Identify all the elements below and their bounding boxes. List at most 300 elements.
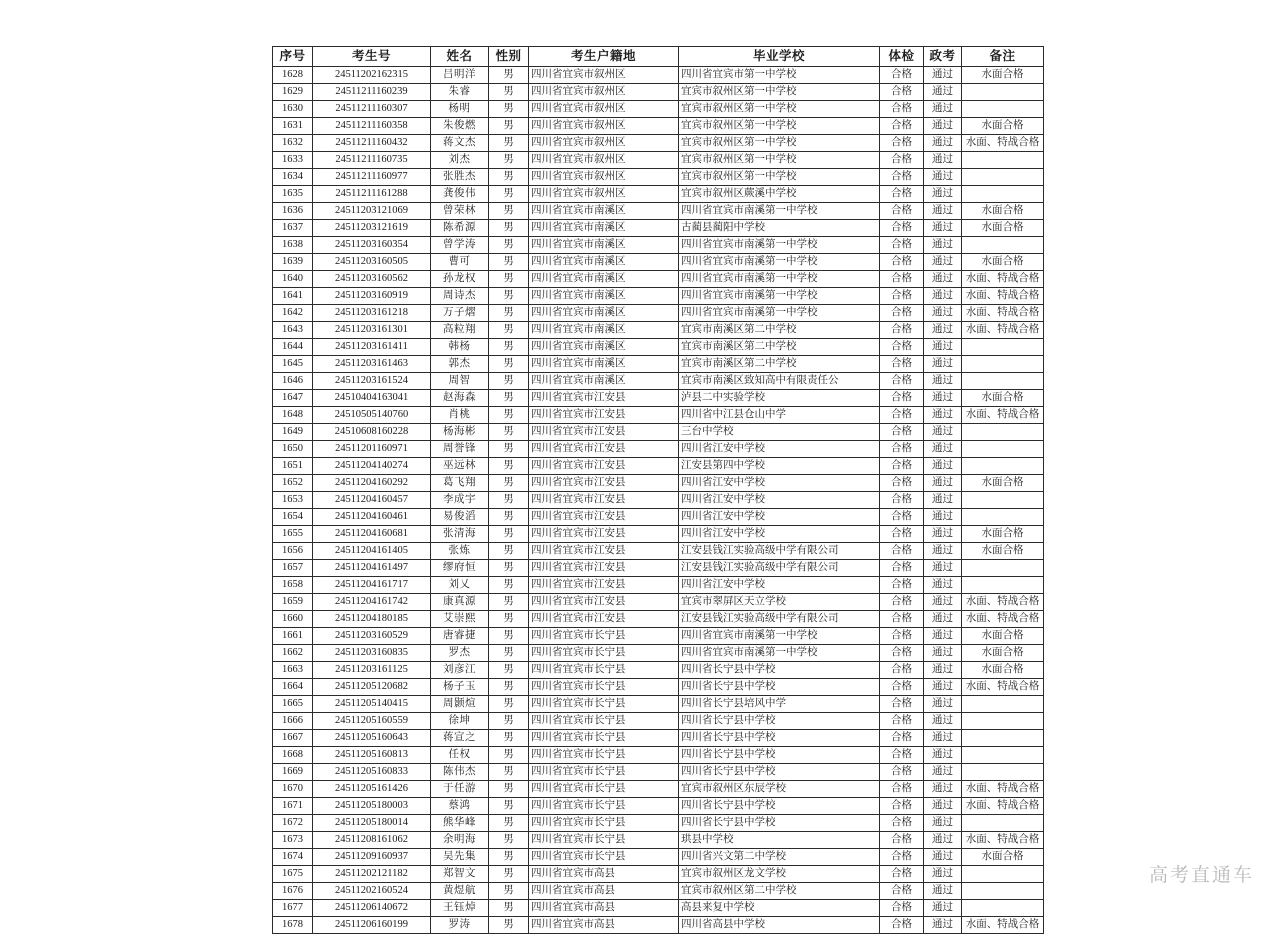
cell-name: 高粒翔 [431, 322, 489, 339]
cell-political-review: 通过 [924, 118, 962, 135]
table-row [273, 543, 1044, 560]
cell-sequence: 1644 [273, 339, 313, 356]
cell-sequence: 1640 [273, 271, 313, 288]
cell-household-origin: 四川省宜宾市江安县 [529, 424, 679, 441]
cell-remarks [962, 356, 1044, 373]
cell-name: 张清海 [431, 526, 489, 543]
cell-medical-exam: 合格 [880, 781, 924, 798]
cell-medical-exam: 合格 [880, 169, 924, 186]
cell-remarks: 水面合格 [962, 849, 1044, 866]
cell-political-review: 通过 [924, 305, 962, 322]
cell-name: 唐睿捷 [431, 628, 489, 645]
cell-name: 于任游 [431, 781, 489, 798]
cell-sequence: 1648 [273, 407, 313, 424]
cell-exam-number: 24511206140672 [313, 900, 431, 917]
cell-sequence: 1641 [273, 288, 313, 305]
cell-household-origin: 四川省宜宾市叙州区 [529, 135, 679, 152]
roster-table-container [272, 46, 1040, 934]
cell-political-review: 通过 [924, 730, 962, 747]
cell-exam-number: 24511205120682 [313, 679, 431, 696]
cell-remarks: 水面、特战合格 [962, 288, 1044, 305]
table-row [273, 390, 1044, 407]
cell-remarks: 水面合格 [962, 118, 1044, 135]
cell-gender: 男 [489, 322, 529, 339]
cell-exam-number: 24511209160937 [313, 849, 431, 866]
cell-sequence: 1657 [273, 560, 313, 577]
cell-household-origin: 四川省宜宾市长宁县 [529, 730, 679, 747]
cell-gender: 男 [489, 560, 529, 577]
table-row [273, 696, 1044, 713]
cell-sequence: 1636 [273, 203, 313, 220]
cell-remarks: 水面合格 [962, 543, 1044, 560]
cell-gender: 男 [489, 900, 529, 917]
cell-graduation-school: 四川省长宁县中学校 [679, 730, 880, 747]
table-row [273, 560, 1044, 577]
cell-name: 罗杰 [431, 645, 489, 662]
cell-medical-exam: 合格 [880, 254, 924, 271]
cell-gender: 男 [489, 713, 529, 730]
cell-name: 艾崇熙 [431, 611, 489, 628]
cell-name: 陈希源 [431, 220, 489, 237]
cell-graduation-school: 宜宾市叙州区第一中学校 [679, 135, 880, 152]
table-row [273, 475, 1044, 492]
cell-gender: 男 [489, 339, 529, 356]
cell-graduation-school: 四川省长宁县中学校 [679, 662, 880, 679]
cell-political-review: 通过 [924, 288, 962, 305]
table-row [273, 815, 1044, 832]
cell-household-origin: 四川省宜宾市叙州区 [529, 118, 679, 135]
cell-exam-number: 24511203160505 [313, 254, 431, 271]
cell-political-review: 通过 [924, 679, 962, 696]
cell-graduation-school: 宜宾市南溪区第二中学校 [679, 339, 880, 356]
table-row [273, 781, 1044, 798]
cell-remarks: 水面合格 [962, 475, 1044, 492]
cell-exam-number: 24511205140415 [313, 696, 431, 713]
cell-graduation-school: 四川省长宁县培风中学 [679, 696, 880, 713]
cell-gender: 男 [489, 186, 529, 203]
cell-name: 余明海 [431, 832, 489, 849]
cell-political-review: 通过 [924, 339, 962, 356]
cell-gender: 男 [489, 526, 529, 543]
cell-gender: 男 [489, 611, 529, 628]
cell-sequence: 1675 [273, 866, 313, 883]
cell-remarks [962, 186, 1044, 203]
cell-household-origin: 四川省宜宾市长宁县 [529, 781, 679, 798]
cell-household-origin: 四川省宜宾市高县 [529, 900, 679, 917]
cell-graduation-school: 四川省宜宾市南溪第一中学校 [679, 645, 880, 662]
cell-graduation-school: 四川省江安中学校 [679, 577, 880, 594]
cell-remarks [962, 747, 1044, 764]
cell-name: 郑智文 [431, 866, 489, 883]
cell-remarks: 水面合格 [962, 203, 1044, 220]
cell-political-review: 通过 [924, 67, 962, 84]
table-row [273, 135, 1044, 152]
cell-exam-number: 24511208161062 [313, 832, 431, 849]
cell-medical-exam: 合格 [880, 526, 924, 543]
cell-sequence: 1635 [273, 186, 313, 203]
table-row [273, 492, 1044, 509]
cell-exam-number: 24511201160971 [313, 441, 431, 458]
cell-medical-exam: 合格 [880, 815, 924, 832]
cell-medical-exam: 合格 [880, 883, 924, 900]
cell-graduation-school: 四川省长宁县中学校 [679, 815, 880, 832]
cell-remarks: 水面、特战合格 [962, 781, 1044, 798]
table-row [273, 67, 1044, 84]
cell-name: 任权 [431, 747, 489, 764]
cell-graduation-school: 古蔺县蔺阳中学校 [679, 220, 880, 237]
table-row [273, 237, 1044, 254]
cell-name: 易俊滔 [431, 509, 489, 526]
cell-graduation-school: 高县来复中学校 [679, 900, 880, 917]
cell-name: 万子熠 [431, 305, 489, 322]
cell-exam-number: 24511203161524 [313, 373, 431, 390]
cell-household-origin: 四川省宜宾市南溪区 [529, 237, 679, 254]
cell-medical-exam: 合格 [880, 237, 924, 254]
table-row [273, 203, 1044, 220]
cell-household-origin: 四川省宜宾市长宁县 [529, 628, 679, 645]
cell-household-origin: 四川省宜宾市长宁县 [529, 713, 679, 730]
cell-household-origin: 四川省宜宾市叙州区 [529, 169, 679, 186]
cell-name: 周誉锋 [431, 441, 489, 458]
cell-exam-number: 24511203161411 [313, 339, 431, 356]
cell-sequence: 1673 [273, 832, 313, 849]
cell-name: 赵海森 [431, 390, 489, 407]
cell-sequence: 1643 [273, 322, 313, 339]
cell-political-review: 通过 [924, 356, 962, 373]
cell-political-review: 通过 [924, 84, 962, 101]
cell-political-review: 通过 [924, 254, 962, 271]
table-row [273, 594, 1044, 611]
cell-gender: 男 [489, 237, 529, 254]
cell-medical-exam: 合格 [880, 407, 924, 424]
cell-gender: 男 [489, 288, 529, 305]
cell-name: 龚俊伟 [431, 186, 489, 203]
cell-remarks [962, 730, 1044, 747]
column-header-sequence: 序号 [273, 47, 313, 67]
cell-gender: 男 [489, 390, 529, 407]
cell-political-review: 通过 [924, 407, 962, 424]
cell-remarks: 水面合格 [962, 645, 1044, 662]
cell-sequence: 1629 [273, 84, 313, 101]
cell-medical-exam: 合格 [880, 271, 924, 288]
table-row [273, 577, 1044, 594]
cell-political-review: 通过 [924, 832, 962, 849]
column-header-remarks: 备注 [962, 47, 1044, 67]
column-header-gender: 性别 [489, 47, 529, 67]
cell-medical-exam: 合格 [880, 441, 924, 458]
cell-household-origin: 四川省宜宾市叙州区 [529, 186, 679, 203]
cell-sequence: 1649 [273, 424, 313, 441]
table-row [273, 220, 1044, 237]
cell-household-origin: 四川省宜宾市江安县 [529, 509, 679, 526]
cell-graduation-school: 宜宾市叙州区第一中学校 [679, 169, 880, 186]
cell-remarks [962, 101, 1044, 118]
cell-name: 王钰焯 [431, 900, 489, 917]
cell-sequence: 1650 [273, 441, 313, 458]
cell-gender: 男 [489, 305, 529, 322]
cell-household-origin: 四川省宜宾市江安县 [529, 492, 679, 509]
cell-exam-number: 24511202160524 [313, 883, 431, 900]
table-row [273, 169, 1044, 186]
watermark-text: 高考直通车 [1148, 865, 1254, 886]
table-row [273, 747, 1044, 764]
cell-medical-exam: 合格 [880, 764, 924, 781]
cell-sequence: 1659 [273, 594, 313, 611]
cell-household-origin: 四川省宜宾市江安县 [529, 526, 679, 543]
cell-medical-exam: 合格 [880, 900, 924, 917]
cell-sequence: 1678 [273, 917, 313, 934]
cell-exam-number: 24511211160735 [313, 152, 431, 169]
cell-remarks: 水面、特战合格 [962, 594, 1044, 611]
cell-medical-exam: 合格 [880, 135, 924, 152]
cell-remarks [962, 492, 1044, 509]
table-row [273, 271, 1044, 288]
cell-household-origin: 四川省宜宾市南溪区 [529, 271, 679, 288]
cell-gender: 男 [489, 203, 529, 220]
cell-political-review: 通过 [924, 543, 962, 560]
cell-gender: 男 [489, 917, 529, 934]
table-body [273, 67, 1044, 934]
cell-remarks: 水面、特战合格 [962, 305, 1044, 322]
cell-sequence: 1630 [273, 101, 313, 118]
cell-gender: 男 [489, 747, 529, 764]
cell-name: 李成宇 [431, 492, 489, 509]
cell-exam-number: 24511202162315 [313, 67, 431, 84]
cell-sequence: 1642 [273, 305, 313, 322]
cell-exam-number: 24511203121619 [313, 220, 431, 237]
cell-gender: 男 [489, 356, 529, 373]
cell-sequence: 1631 [273, 118, 313, 135]
cell-remarks [962, 339, 1044, 356]
cell-exam-number: 24511211160307 [313, 101, 431, 118]
table-row [273, 101, 1044, 118]
cell-sequence: 1633 [273, 152, 313, 169]
cell-exam-number: 24511205180014 [313, 815, 431, 832]
cell-sequence: 1668 [273, 747, 313, 764]
cell-household-origin: 四川省宜宾市江安县 [529, 543, 679, 560]
cell-gender: 男 [489, 475, 529, 492]
cell-sequence: 1652 [273, 475, 313, 492]
table-row [273, 441, 1044, 458]
cell-name: 张炼 [431, 543, 489, 560]
cell-gender: 男 [489, 815, 529, 832]
table-row [273, 373, 1044, 390]
table-row [273, 509, 1044, 526]
cell-household-origin: 四川省宜宾市南溪区 [529, 322, 679, 339]
table-row [273, 645, 1044, 662]
cell-household-origin: 四川省宜宾市南溪区 [529, 254, 679, 271]
cell-name: 陈伟杰 [431, 764, 489, 781]
cell-political-review: 通过 [924, 322, 962, 339]
cell-remarks: 水面、特战合格 [962, 407, 1044, 424]
cell-political-review: 通过 [924, 815, 962, 832]
cell-sequence: 1645 [273, 356, 313, 373]
cell-gender: 男 [489, 543, 529, 560]
cell-name: 吕明洋 [431, 67, 489, 84]
column-header-medical-exam: 体检 [880, 47, 924, 67]
cell-household-origin: 四川省宜宾市南溪区 [529, 305, 679, 322]
cell-gender: 男 [489, 696, 529, 713]
cell-political-review: 通过 [924, 611, 962, 628]
cell-household-origin: 四川省宜宾市长宁县 [529, 645, 679, 662]
table-row [273, 356, 1044, 373]
cell-political-review: 通过 [924, 560, 962, 577]
cell-remarks [962, 424, 1044, 441]
cell-sequence: 1662 [273, 645, 313, 662]
cell-remarks [962, 373, 1044, 390]
cell-medical-exam: 合格 [880, 509, 924, 526]
cell-remarks [962, 169, 1044, 186]
cell-remarks: 水面合格 [962, 662, 1044, 679]
cell-political-review: 通过 [924, 152, 962, 169]
cell-name: 周智 [431, 373, 489, 390]
cell-medical-exam: 合格 [880, 339, 924, 356]
table-header [273, 47, 1044, 67]
cell-graduation-school: 四川省中江县仓山中学 [679, 407, 880, 424]
cell-name: 缪府恒 [431, 560, 489, 577]
cell-household-origin: 四川省宜宾市长宁县 [529, 764, 679, 781]
cell-exam-number: 24511203121069 [313, 203, 431, 220]
cell-exam-number: 24511205160833 [313, 764, 431, 781]
cell-graduation-school: 江安县钱江实验高级中学有限公司 [679, 611, 880, 628]
cell-sequence: 1661 [273, 628, 313, 645]
cell-political-review: 通过 [924, 169, 962, 186]
cell-remarks [962, 237, 1044, 254]
cell-household-origin: 四川省宜宾市高县 [529, 917, 679, 934]
cell-exam-number: 24510505140760 [313, 407, 431, 424]
cell-gender: 男 [489, 866, 529, 883]
table-row [273, 458, 1044, 475]
cell-medical-exam: 合格 [880, 747, 924, 764]
table-row [273, 118, 1044, 135]
cell-household-origin: 四川省宜宾市叙州区 [529, 84, 679, 101]
table-row [273, 798, 1044, 815]
cell-name: 蒋文杰 [431, 135, 489, 152]
cell-name: 朱睿 [431, 84, 489, 101]
cell-household-origin: 四川省宜宾市长宁县 [529, 679, 679, 696]
cell-graduation-school: 三台中学校 [679, 424, 880, 441]
cell-exam-number: 24511204160292 [313, 475, 431, 492]
cell-household-origin: 四川省宜宾市长宁县 [529, 798, 679, 815]
cell-medical-exam: 合格 [880, 424, 924, 441]
cell-sequence: 1656 [273, 543, 313, 560]
table-row [273, 526, 1044, 543]
cell-medical-exam: 合格 [880, 560, 924, 577]
table-row [273, 713, 1044, 730]
cell-remarks [962, 815, 1044, 832]
cell-political-review: 通过 [924, 271, 962, 288]
cell-political-review: 通过 [924, 101, 962, 118]
cell-medical-exam: 合格 [880, 203, 924, 220]
cell-household-origin: 四川省宜宾市叙州区 [529, 67, 679, 84]
cell-household-origin: 四川省宜宾市江安县 [529, 594, 679, 611]
cell-exam-number: 24511211160977 [313, 169, 431, 186]
cell-gender: 男 [489, 730, 529, 747]
cell-remarks [962, 458, 1044, 475]
cell-exam-number: 24510608160228 [313, 424, 431, 441]
cell-household-origin: 四川省宜宾市江安县 [529, 611, 679, 628]
cell-household-origin: 四川省宜宾市江安县 [529, 441, 679, 458]
cell-name: 巫远林 [431, 458, 489, 475]
cell-remarks: 水面合格 [962, 220, 1044, 237]
cell-household-origin: 四川省宜宾市南溪区 [529, 356, 679, 373]
table-row [273, 679, 1044, 696]
cell-sequence: 1674 [273, 849, 313, 866]
cell-name: 韩杨 [431, 339, 489, 356]
cell-remarks [962, 577, 1044, 594]
cell-graduation-school: 宜宾市叙州区第一中学校 [679, 84, 880, 101]
cell-exam-number: 24511204180185 [313, 611, 431, 628]
cell-sequence: 1665 [273, 696, 313, 713]
cell-name: 蒋宣之 [431, 730, 489, 747]
cell-name: 葛飞翔 [431, 475, 489, 492]
cell-household-origin: 四川省宜宾市江安县 [529, 390, 679, 407]
cell-sequence: 1677 [273, 900, 313, 917]
cell-graduation-school: 四川省宜宾市南溪第一中学校 [679, 271, 880, 288]
cell-graduation-school: 四川省长宁县中学校 [679, 679, 880, 696]
cell-gender: 男 [489, 135, 529, 152]
cell-household-origin: 四川省宜宾市南溪区 [529, 288, 679, 305]
cell-exam-number: 24511203160562 [313, 271, 431, 288]
cell-remarks [962, 883, 1044, 900]
cell-political-review: 通过 [924, 475, 962, 492]
cell-name: 杨海彬 [431, 424, 489, 441]
table-row [273, 288, 1044, 305]
cell-name: 周颢煊 [431, 696, 489, 713]
cell-gender: 男 [489, 832, 529, 849]
cell-remarks [962, 900, 1044, 917]
cell-medical-exam: 合格 [880, 84, 924, 101]
cell-political-review: 通过 [924, 628, 962, 645]
cell-household-origin: 四川省宜宾市叙州区 [529, 101, 679, 118]
cell-exam-number: 24511203160835 [313, 645, 431, 662]
cell-household-origin: 四川省宜宾市长宁县 [529, 849, 679, 866]
cell-remarks [962, 84, 1044, 101]
candidate-roster-table [272, 46, 1044, 934]
table-row [273, 628, 1044, 645]
cell-remarks: 水面、特战合格 [962, 917, 1044, 934]
cell-household-origin: 四川省宜宾市江安县 [529, 475, 679, 492]
cell-exam-number: 24511205161426 [313, 781, 431, 798]
cell-exam-number: 24511204160461 [313, 509, 431, 526]
cell-medical-exam: 合格 [880, 305, 924, 322]
cell-exam-number: 24511211160358 [313, 118, 431, 135]
cell-name: 刘彦江 [431, 662, 489, 679]
cell-graduation-school: 宜宾市叙州区第一中学校 [679, 101, 880, 118]
cell-exam-number: 24511205180003 [313, 798, 431, 815]
cell-remarks [962, 713, 1044, 730]
cell-gender: 男 [489, 220, 529, 237]
table-row [273, 322, 1044, 339]
cell-exam-number: 24511205160643 [313, 730, 431, 747]
cell-graduation-school: 四川省长宁县中学校 [679, 798, 880, 815]
cell-medical-exam: 合格 [880, 390, 924, 407]
cell-graduation-school: 四川省江安中学校 [679, 492, 880, 509]
cell-medical-exam: 合格 [880, 322, 924, 339]
cell-household-origin: 四川省宜宾市江安县 [529, 407, 679, 424]
cell-sequence: 1660 [273, 611, 313, 628]
cell-remarks: 水面、特战合格 [962, 798, 1044, 815]
cell-remarks: 水面、特战合格 [962, 832, 1044, 849]
table-row [273, 407, 1044, 424]
cell-medical-exam: 合格 [880, 186, 924, 203]
cell-name: 熊华峰 [431, 815, 489, 832]
cell-name: 刘杰 [431, 152, 489, 169]
cell-exam-number: 24511204161742 [313, 594, 431, 611]
cell-graduation-school: 四川省宜宾市南溪第一中学校 [679, 288, 880, 305]
cell-remarks: 水面合格 [962, 67, 1044, 84]
cell-political-review: 通过 [924, 781, 962, 798]
